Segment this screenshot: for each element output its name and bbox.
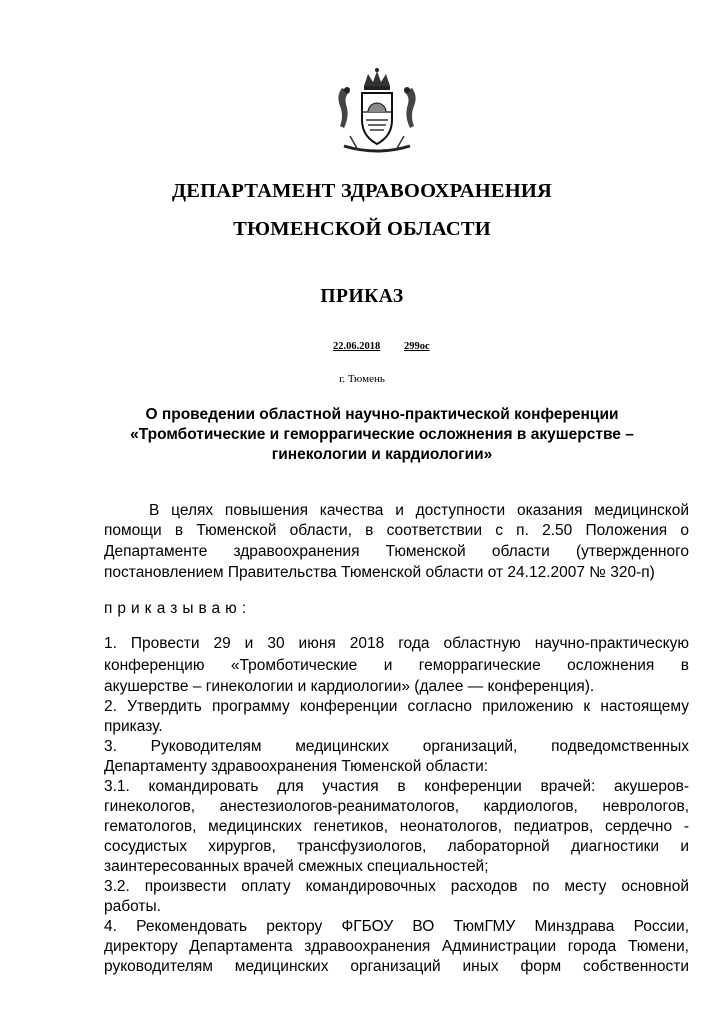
body-line: гематологов, медицинских генетиков, неонатологов, педиатров, сердечно - (104, 818, 689, 835)
body-line: 3.1. командировать для участия в конференции врачей: акушеров- (104, 778, 689, 795)
subject-line: «Тромботические и геморрагические осложнения в акушерстве – (130, 426, 634, 443)
body-line: конференцию «Тромботические и геморрагические осложнения в (104, 657, 689, 674)
body-line: Департаменте здравоохранения Тюменской области (утвержденного (104, 543, 689, 560)
body-line: 2. Утвердить программу конференции согласно приложению к настоящему (104, 698, 689, 715)
body-line: Департаменту здравоохранения Тюменской области: (104, 758, 489, 775)
subject-line: О проведении областной научно-практической конференции (145, 406, 619, 423)
body-line: В целях повышения качества и доступности оказания медицинской (149, 502, 689, 519)
body-line: постановлением Правительства Тюменской области от 24.12.2007 № 320-п) (104, 564, 655, 581)
city: г. Тюмень (339, 373, 385, 385)
order-number: 299ос (404, 341, 430, 352)
document-type-title: ПРИКАЗ (320, 286, 404, 307)
body-line: 3.2. произвести оплату командировочных расходов по месту основной (104, 878, 689, 895)
coat-of-arms-emblem (330, 66, 424, 160)
body-line: 3. Руководителям медицинских организаций, подведомственных (104, 738, 689, 755)
body-line: гинекологов, анестезиологов-реаниматологов, кардиологов, неврологов, (104, 798, 689, 815)
region-name: ТЮМЕНСКОЙ ОБЛАСТИ (233, 218, 491, 240)
body-line: приказу. (104, 718, 163, 735)
body-line: руководителям медицинских организаций иных форм собственности (104, 958, 689, 975)
order-subject (80, 405, 684, 465)
body-line: директору Департамента здравоохранения Администрации города Тюмени, (104, 938, 689, 955)
body-line: сосудистых хирургов, трансфузиологов, лабораторной диагностики и (104, 838, 689, 855)
order-directive: приказываю: (104, 600, 252, 617)
body-line: 4. Рекомендовать ректору ФГБОУ ВО ТюмГМУ Минздрава России, (104, 918, 689, 935)
department-name: ДЕПАРТАМЕНТ ЗДРАВООХРАНЕНИЯ (171, 180, 553, 202)
order-date: 22.06.2018 (333, 341, 381, 352)
body-line: работы. (104, 898, 161, 915)
body-line: 1. Провести 29 и 30 июня 2018 года областную научно-практическую (104, 635, 689, 652)
body-line: помощи в Тюменской области, в соответствии с п. 2.50 Положения о (104, 522, 689, 539)
body-line: заинтересованных врачей смежных специальностей; (104, 858, 489, 875)
body-line: акушерстве – гинекологии и кардиологии» (далее — конференция). (104, 678, 595, 695)
subject-line: гинекологии и кардиологии» (271, 446, 493, 463)
